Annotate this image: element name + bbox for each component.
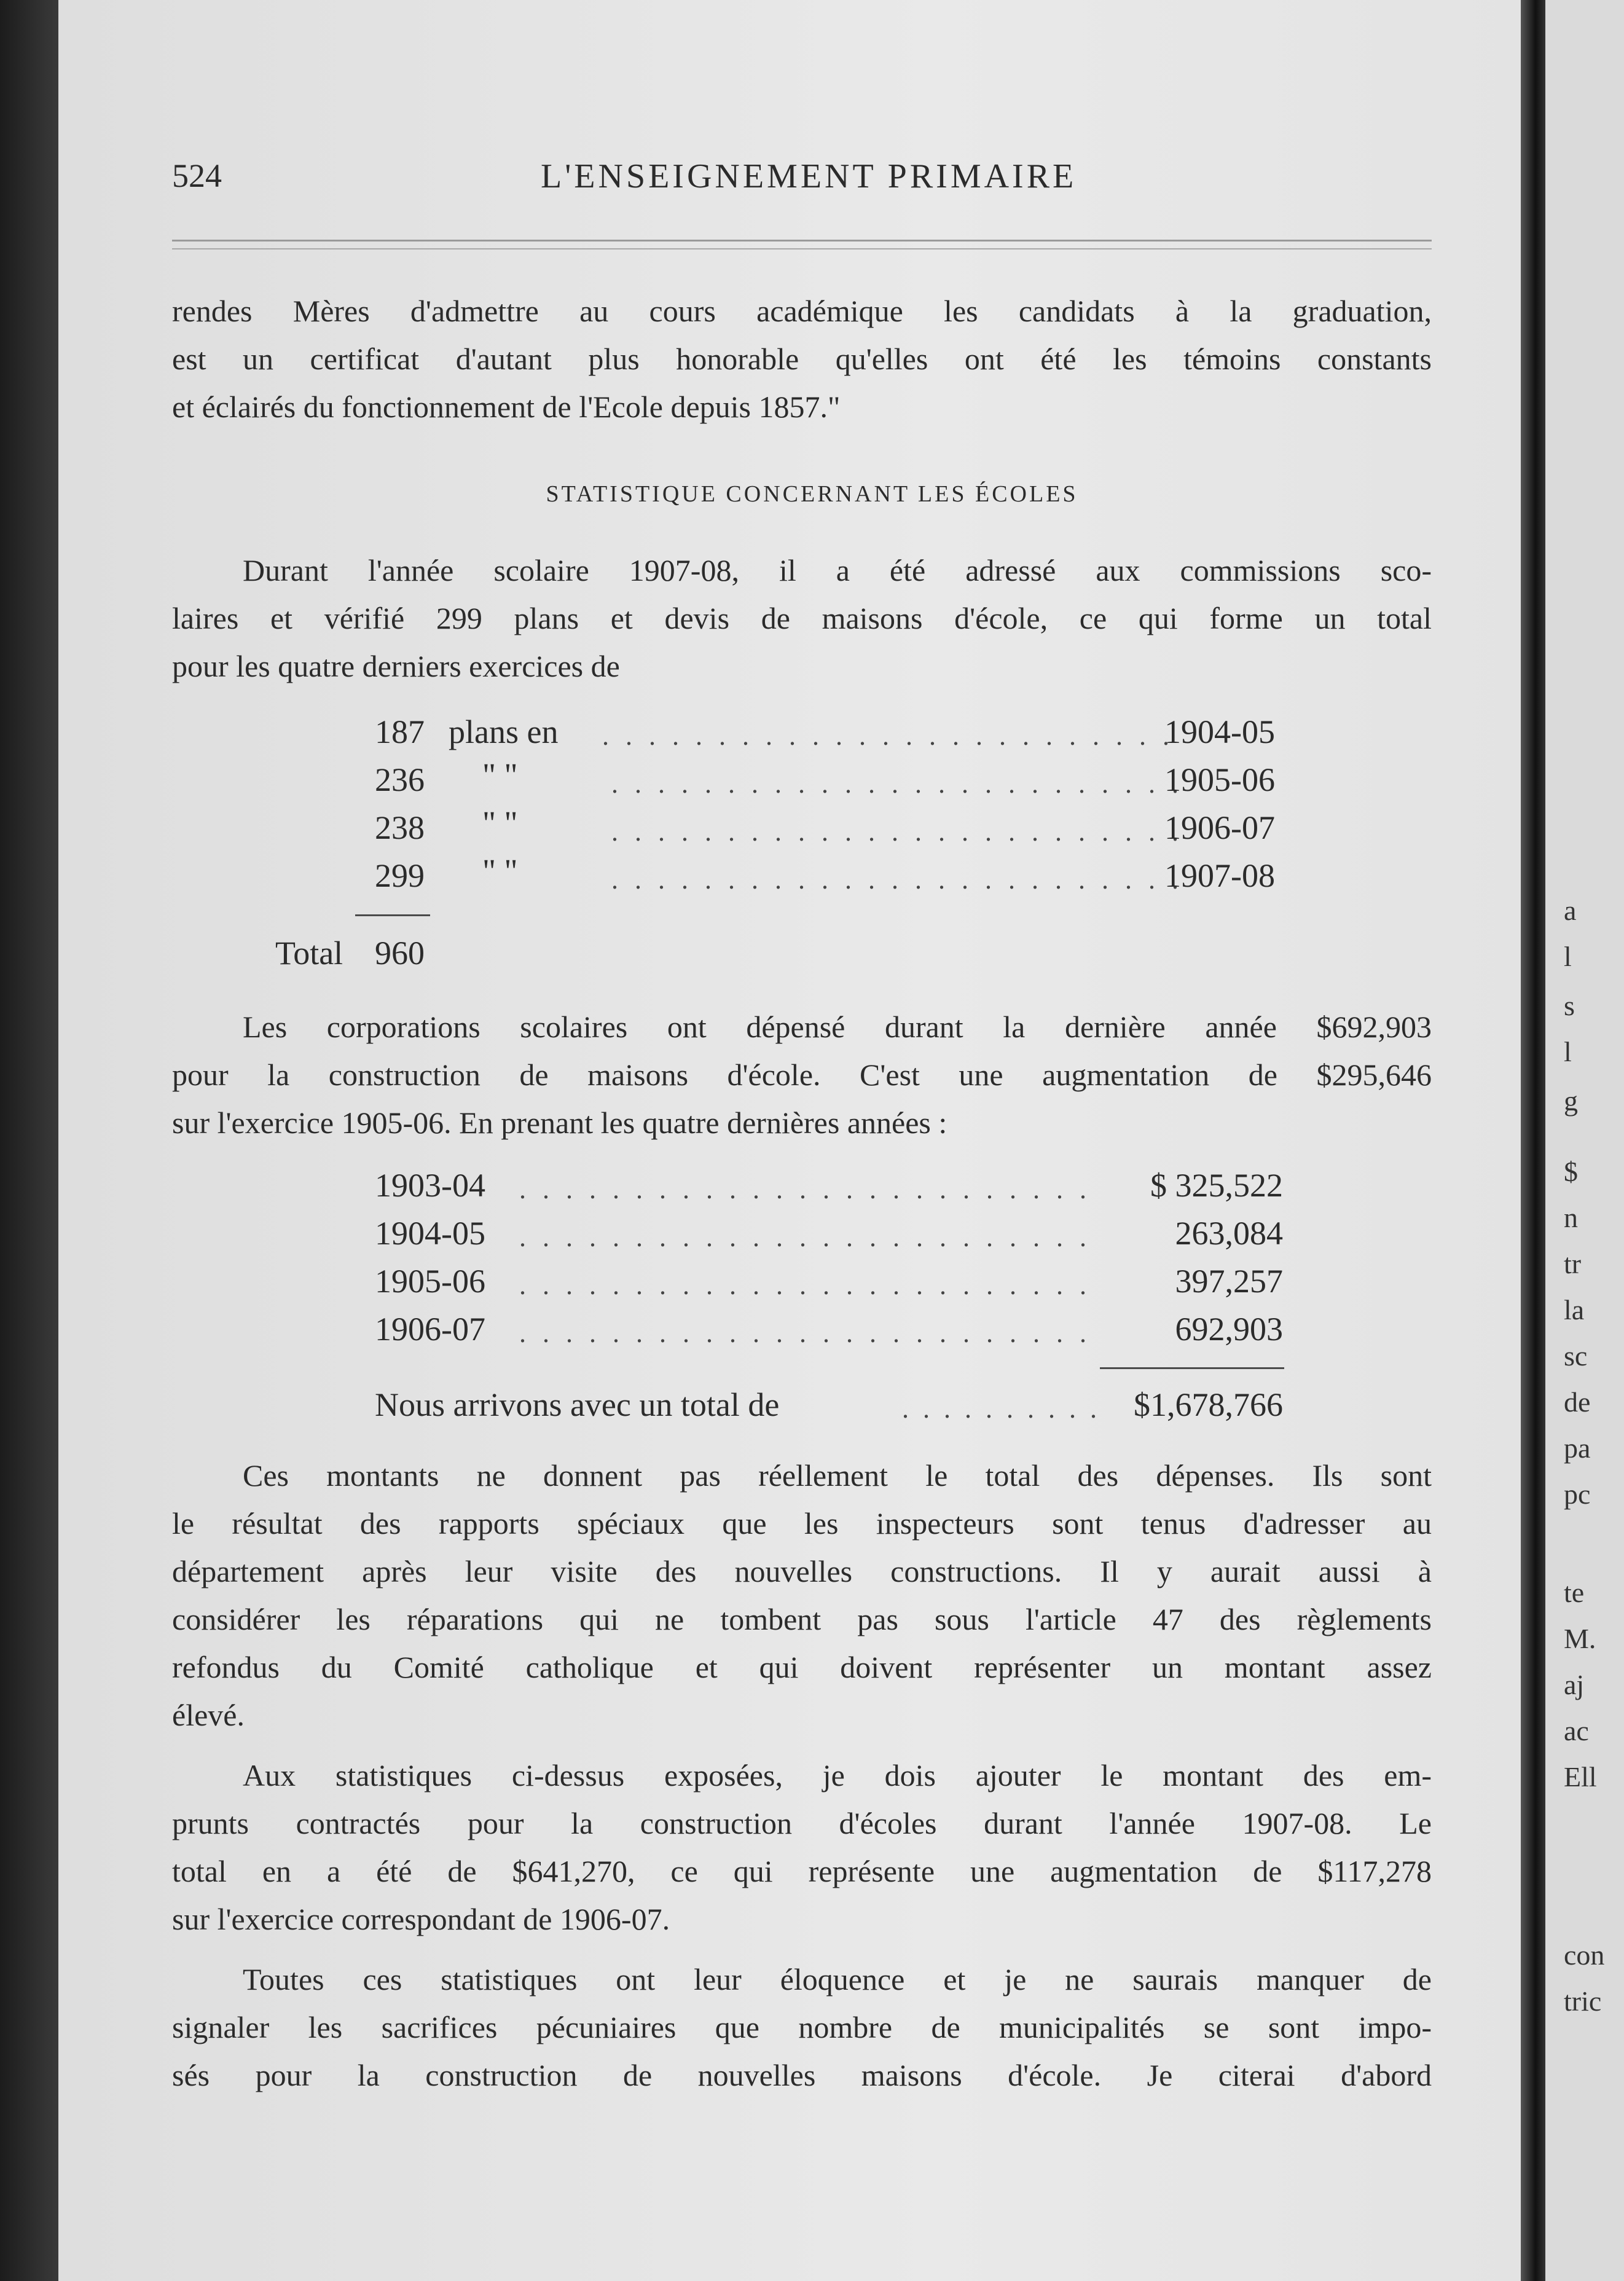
plans-count: 238 [375,809,425,846]
text-line: refondus du Comité catholique et qui doivent représenter un montant assez [172,1650,1432,1684]
text-line: Durant l'année scolaire 1907-08, il a été adressé aux commissions sco- [243,553,1432,587]
expense-year: 1903-04 [375,1167,485,1204]
plans-total-label: Total [275,935,343,972]
dot-leader: . . . . . . . . . . . . . . . . . . . . . . . . . [611,817,1183,847]
expense-year: 1905-06 [375,1263,485,1300]
expenses-total-value: $1,678,766 [1134,1386,1283,1423]
facing-page-fragment: ac [1564,1715,1589,1746]
facing-page-fragment: l [1564,1036,1572,1067]
facing-page-fragment: pc [1564,1478,1591,1510]
facing-page-fragment: Ell [1564,1761,1597,1792]
expense-amount: 692,903 [1175,1311,1283,1348]
text-line: signaler les sacrifices pécuniaires que nombre de municipalités se sont impo- [172,2010,1432,2044]
text-line: et éclairés du fonctionnement de l'Ecole depuis 1857." [172,390,841,424]
plans-year: 1905-06 [1164,761,1275,798]
expense-amount: 263,084 [1175,1215,1283,1252]
expense-year: 1906-07 [375,1311,485,1348]
scan-left-edge [0,0,58,2281]
text-line: considérer les réparations qui ne tombent pas sous l'article 47 des règlements [172,1602,1432,1636]
facing-page-fragment: te [1564,1577,1585,1608]
text-line: sur l'exercice correspondant de 1906-07. [172,1902,670,1936]
text-line: département après leur visite des nouvelles constructions. Il y aurait aussi à [172,1554,1432,1588]
text-line: le résultat des rapports spéciaux que les inspecteurs sont tenus d'adresser au [172,1506,1432,1541]
book-gutter [1521,0,1545,2281]
facing-page-fragment: M. [1564,1623,1596,1654]
text-line: rendes Mères d'admettre au cours académique les candidats à la graduation, [172,294,1432,328]
plans-count: 299 [375,857,425,894]
ditto-marks: " " [482,756,518,793]
dot-leader: . . . . . . . . . . . . . . . . . . . . . . . . . [611,769,1183,799]
text-line: pour la construction de maisons d'école. C'est une augmentation de $295,646 [172,1058,1432,1092]
dot-leader: . . . . . . . . . . . . . . . . . . . . . . . . . [602,721,1174,751]
plans-year: 1904-05 [1164,713,1275,750]
facing-page-fragment: l [1564,941,1572,972]
facing-page-fragment: sc [1564,1340,1588,1372]
header-rule [172,248,1432,249]
expense-year: 1904-05 [375,1215,485,1252]
text-line: est un certificat d'autant plus honorable qu'elles ont été les témoins constants [172,342,1432,376]
facing-page-fragment: aj [1564,1669,1585,1700]
plans-year: 1907-08 [1164,857,1275,894]
text-line: prunts contractés pour la construction d'écoles durant l'année 1907-08. Le [172,1806,1432,1840]
ditto-marks: " " [482,804,518,841]
text-line: élevé. [172,1698,245,1732]
dot-leader: . . . . . . . . . . . . . . . . . . . . . . . . . [519,1318,1091,1348]
text-line: total en a été de $641,270, ce qui représente une augmentation de $117,278 [172,1854,1432,1888]
facing-page-edge [1545,0,1624,2281]
facing-page-fragment: con [1564,1939,1605,1971]
text-line: laires et vérifié 299 plans et devis de maisons d'école, ce qui forme un total [172,601,1432,635]
text-line: pour les quatre derniers exercices de [172,649,620,683]
plans-label: plans en [449,713,559,750]
facing-page-fragment: pa [1564,1432,1591,1464]
header-rule [172,240,1432,241]
dot-leader-short: . . . . . . . . . . [902,1394,1100,1424]
text-line: sés pour la construction de nouvelles maisons d'école. Je citerai d'abord [172,2058,1432,2092]
text-line: Toutes ces statistiques ont leur éloquence et je ne saurais manquer de [243,1962,1432,1996]
expense-amount: 397,257 [1175,1263,1283,1300]
facing-page-fragment: g [1564,1085,1578,1117]
facing-page-fragment: a [1564,895,1577,926]
dot-leader: . . . . . . . . . . . . . . . . . . . . . . . . . [519,1270,1091,1300]
facing-page-fragment: tric [1564,1985,1602,2017]
plans-count: 187 [375,713,425,750]
text-line: Aux statistiques ci-dessus exposées, je dois ajouter le montant des em- [243,1758,1432,1792]
plans-total-value: 960 [375,935,425,972]
facing-page-fragment: de [1564,1386,1591,1418]
facing-page-fragment: n [1564,1202,1578,1233]
dot-leader: . . . . . . . . . . . . . . . . . . . . . . . . . [611,865,1183,895]
facing-page-fragment: tr [1564,1248,1582,1279]
facing-page-fragment: s [1564,990,1575,1021]
sum-rule [1100,1367,1284,1369]
section-title: STATISTIQUE CONCERNANT LES ÉCOLES [546,481,1078,507]
expense-amount: $ 325,522 [1150,1167,1283,1204]
text-line: Les corporations scolaires ont dépensé durant la dernière année $692,903 [243,1010,1432,1044]
plans-year: 1906-07 [1164,809,1275,846]
dot-leader: . . . . . . . . . . . . . . . . . . . . . . . . . [519,1222,1091,1252]
ditto-marks: " " [482,852,518,889]
dot-leader: . . . . . . . . . . . . . . . . . . . . . . . . . [519,1174,1091,1204]
plans-count: 236 [375,761,425,798]
sum-rule [355,914,430,916]
facing-page-fragment: la [1564,1294,1585,1325]
text-line: Ces montants ne donnent pas réellement le total des dépenses. Ils sont [243,1458,1432,1493]
facing-page-fragment: $ [1564,1156,1578,1187]
page-number: 524 [172,157,222,194]
running-head: L'ENSEIGNEMENT PRIMAIRE [541,157,1077,195]
expenses-total-label: Nous arrivons avec un total de [375,1386,780,1423]
text-line: sur l'exercice 1905-06. En prenant les quatre dernières années : [172,1105,947,1140]
